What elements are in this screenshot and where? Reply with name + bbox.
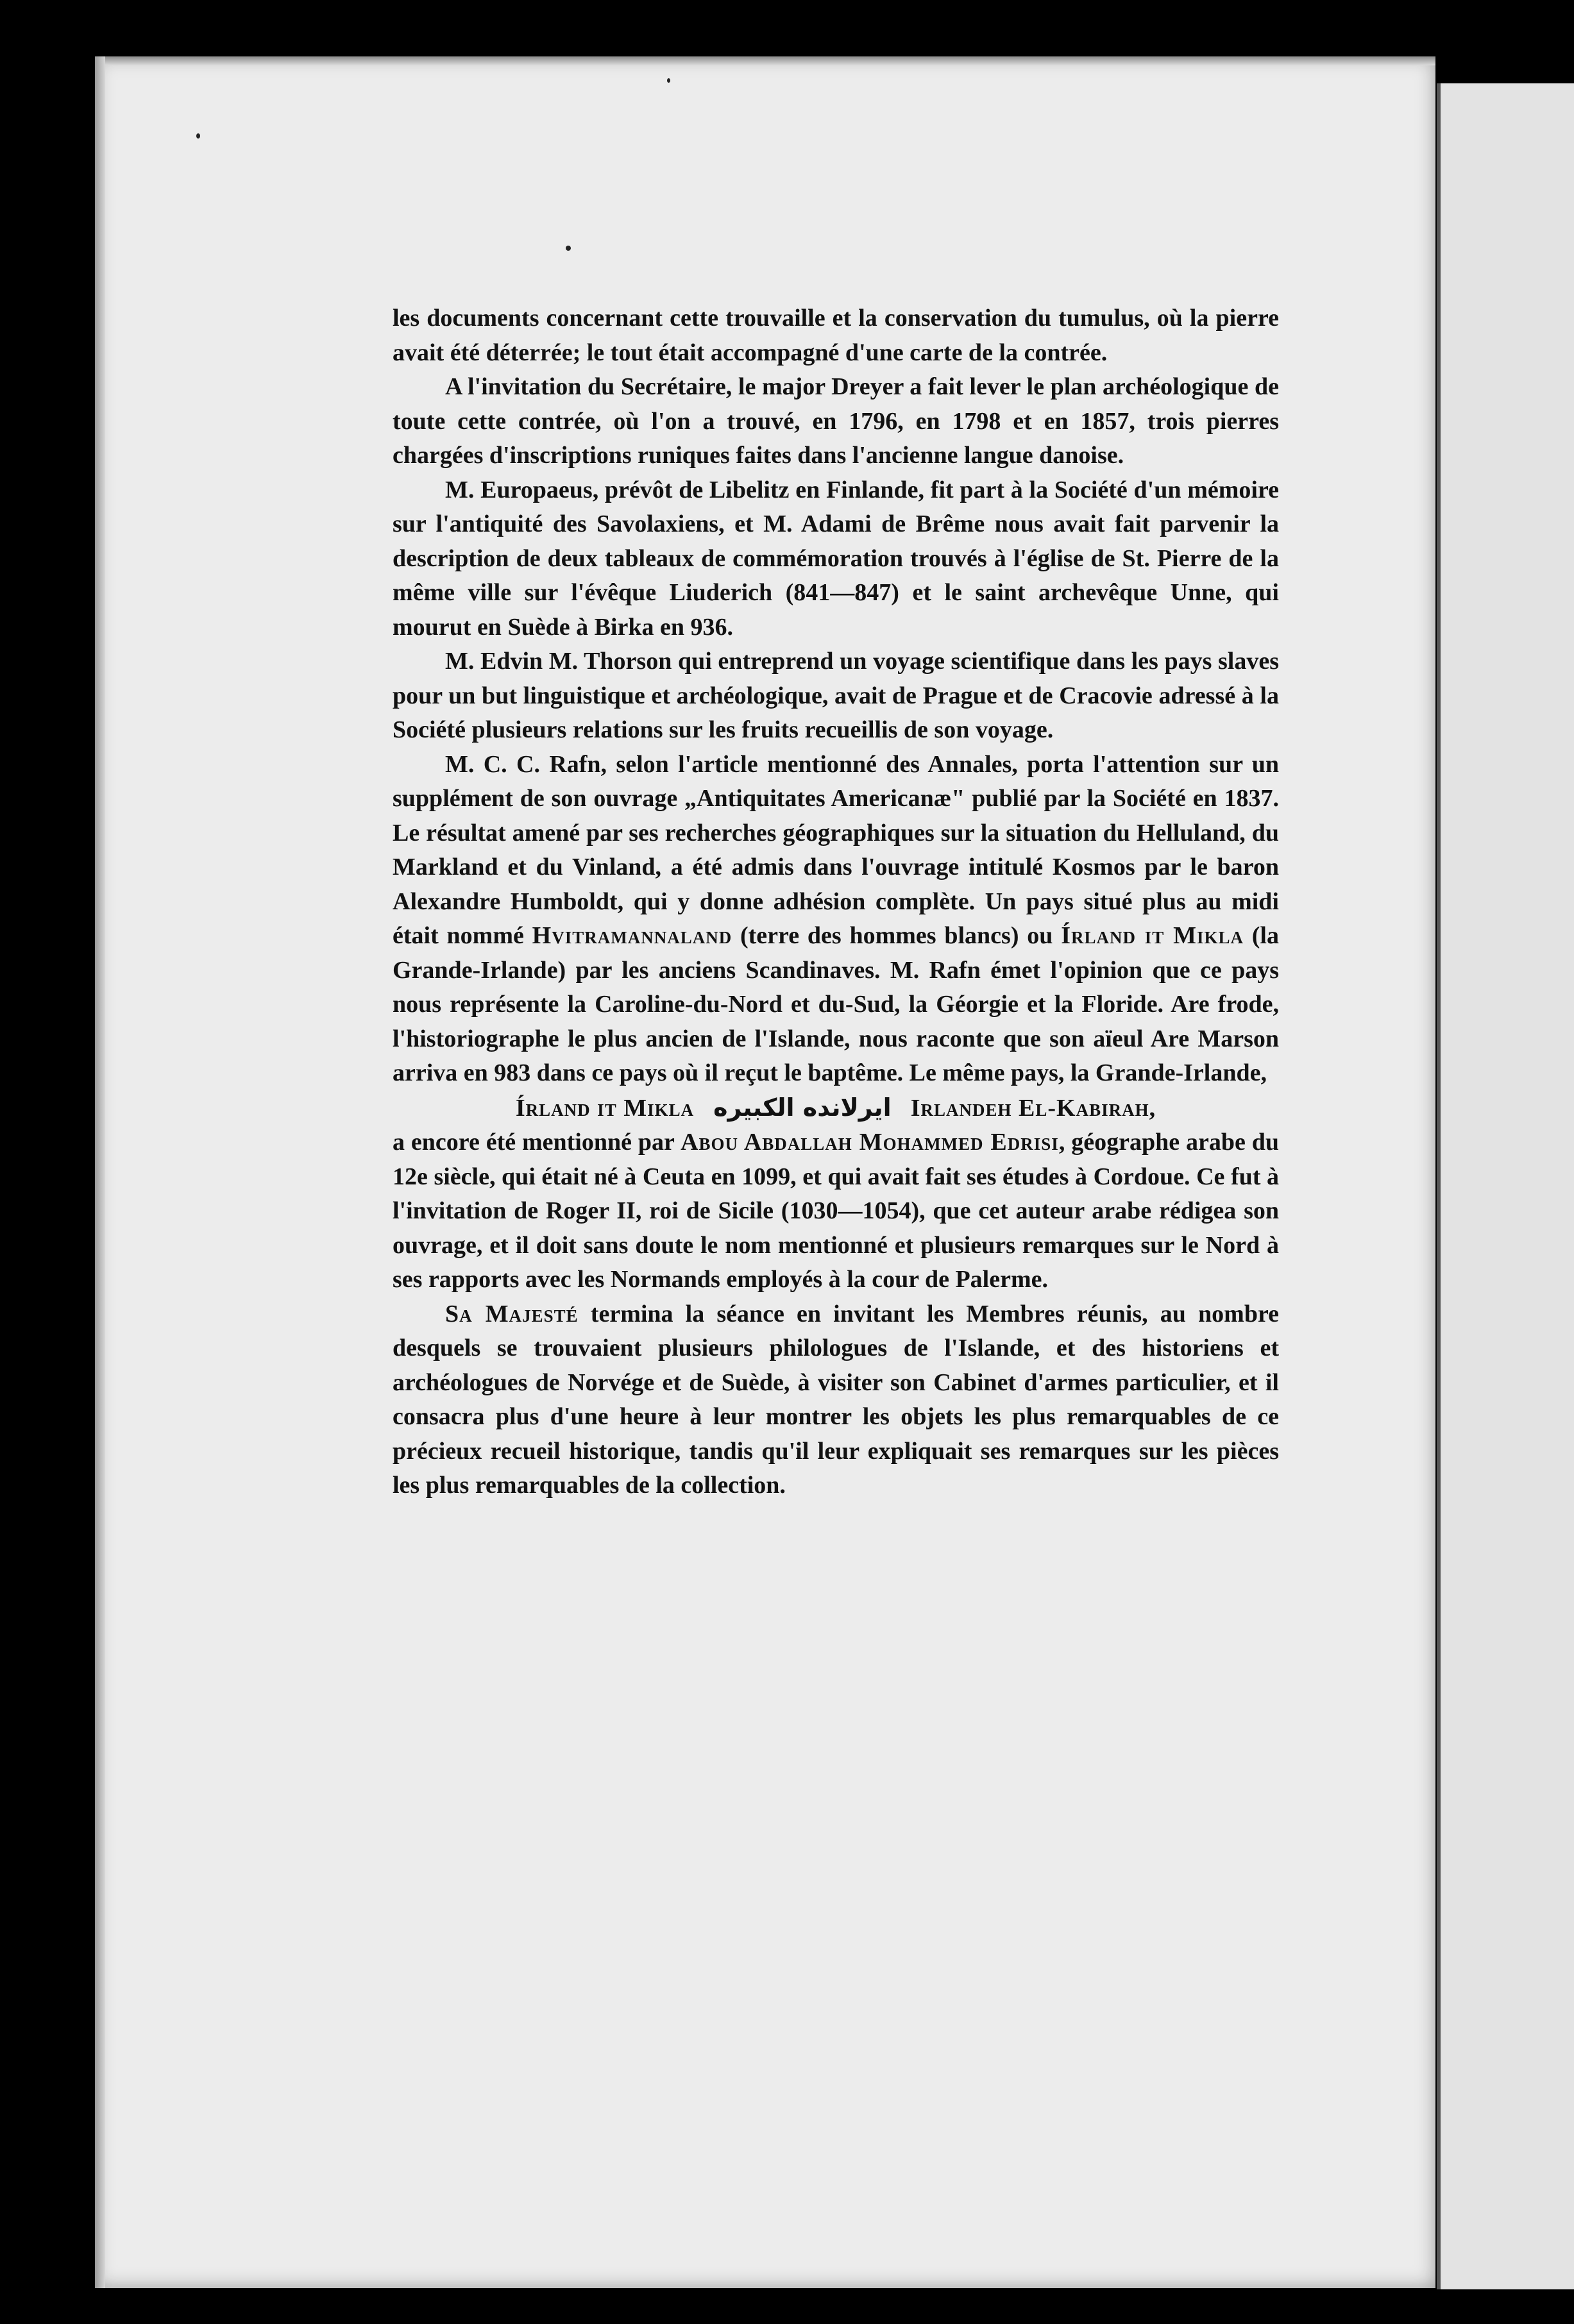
- paragraph-rafn: [393, 748, 1279, 1091]
- paragraph: les documents concernant cette trouvaille et la conservation du tumulus, où la pierre avait été déterrée; le tout était accompagné d'une carte de la contrée.: [393, 305, 1279, 366]
- small-caps-term: Írland it Mikla: [1061, 922, 1244, 949]
- small-caps-term: Sa Majesté: [445, 1300, 579, 1327]
- paragraph-majeste: [393, 1297, 1279, 1503]
- text-run: (la Grande-Irlande) par les anciens Scandinaves. M. Rafn émet l'opinion que ce pays nous représente la Caroline-du-Nord et du-Sud, la Géorgie et la Floride. Are frode, l'historiographe le plus ancien de l'Islande, nous raconte que son aïeul Are Marson arriva en 983 dans ce pays où il reçut le baptême. Le même pays, la Grande-Irlande,: [393, 922, 1279, 1086]
- paragraph: M. Edvin M. Thorson qui entreprend un voyage scientifique dans les pays slaves pour un but linguistique et archéologique, avait de Prague et de Cracovie adressé à la Société plusieurs relations sur les fruits recueillis de son voyage.: [393, 648, 1279, 743]
- text-run: M. C. C. Rafn, selon l'article mentionné des Annales, porta l'attention sur un supplément de son ouvrage „Antiquitates Americanæ" publié par la Société en 1837. Le résultat amené par ses recherches géographiques sur la situation du Helluland, du Markland et du Vinland, a été admis dans l'ouvrage intitulé Kosmos par le baron Alexandre Humboldt, qui y donne adhésion complète. Un pays situé plus au midi était nommé: [393, 750, 1279, 949]
- name-transliterated: Irlandeh El-Kabirah,: [910, 1094, 1156, 1122]
- dust-speck: [566, 246, 571, 251]
- text-run: termina la séance en invitant les Membres réunis, au nombre desquels se trouvaient plusieurs philologues de l'Islande, et des historiens et archéologues de Norvége et de Suède, à visiter son Cabinet d'armes particulier, et il consacra plus d'une heure à leur montrer les objets les plus remarquables de ce précieux recueil historique, tandis qu'il leur expliquait ses remarques sur les pièces les plus remarquables de la collection.: [393, 1300, 1279, 1499]
- paragraph: M. Europaeus, prévôt de Libelitz en Finlande, fit part à la Société d'un mémoire sur l'antiquité des Savolaxiens, et M. Adami de Brême nous avait fait parvenir la description de deux tableaux de commémoration trouvés à l'église de St. Pierre de la même ville sur l'évêque Liuderich (841—847) et le saint archevêque Unne, qui mourut en Suède à Birka en 936.: [393, 476, 1279, 641]
- paragraph-edrisi: [393, 1125, 1279, 1297]
- dust-speck: [196, 133, 200, 139]
- small-caps-term: Abou Abdallah Mohammed Edrisi: [681, 1129, 1059, 1156]
- paragraph: A l'invitation du Secrétaire, le major Dreyer a fait lever le plan archéologique de toute cette contrée, où l'on a trouvé, en 1796, en 1798 et en 1857, trois pierres chargées d'inscriptions runiques faites dans l'ancienne langue danoise.: [393, 373, 1279, 469]
- dust-speck: [667, 78, 670, 83]
- text-run: a encore été mentionné par: [393, 1129, 681, 1156]
- body-text: [393, 301, 1279, 1503]
- text-run: , géographe arabe du 12e siècle, qui était né à Ceuta en 1099, et qui avait fait ses études à Cordoue. Ce fut à l'invitation de Roger II, roi de Sicile (1030—1054), que cet auteur arabe rédigea son ouvrage, et il doit sans doute le nom mentionné et plusieurs remarques sur le Nord à ses rapports avec les Normands employés à la cour de Palerme.: [393, 1129, 1279, 1293]
- name-arabic: ايرلانده الكبيره: [713, 1093, 892, 1122]
- name-latin: Írland it Mikla: [515, 1094, 695, 1122]
- adjacent-page-edge: [1437, 83, 1574, 2289]
- text-run: (terre des hommes blancs) ou: [732, 922, 1062, 949]
- small-caps-term: Hvitramannaland: [532, 922, 732, 949]
- page-top-edge: [95, 56, 1435, 65]
- page-left-edge: [95, 56, 105, 2288]
- centered-name-line: [393, 1091, 1279, 1126]
